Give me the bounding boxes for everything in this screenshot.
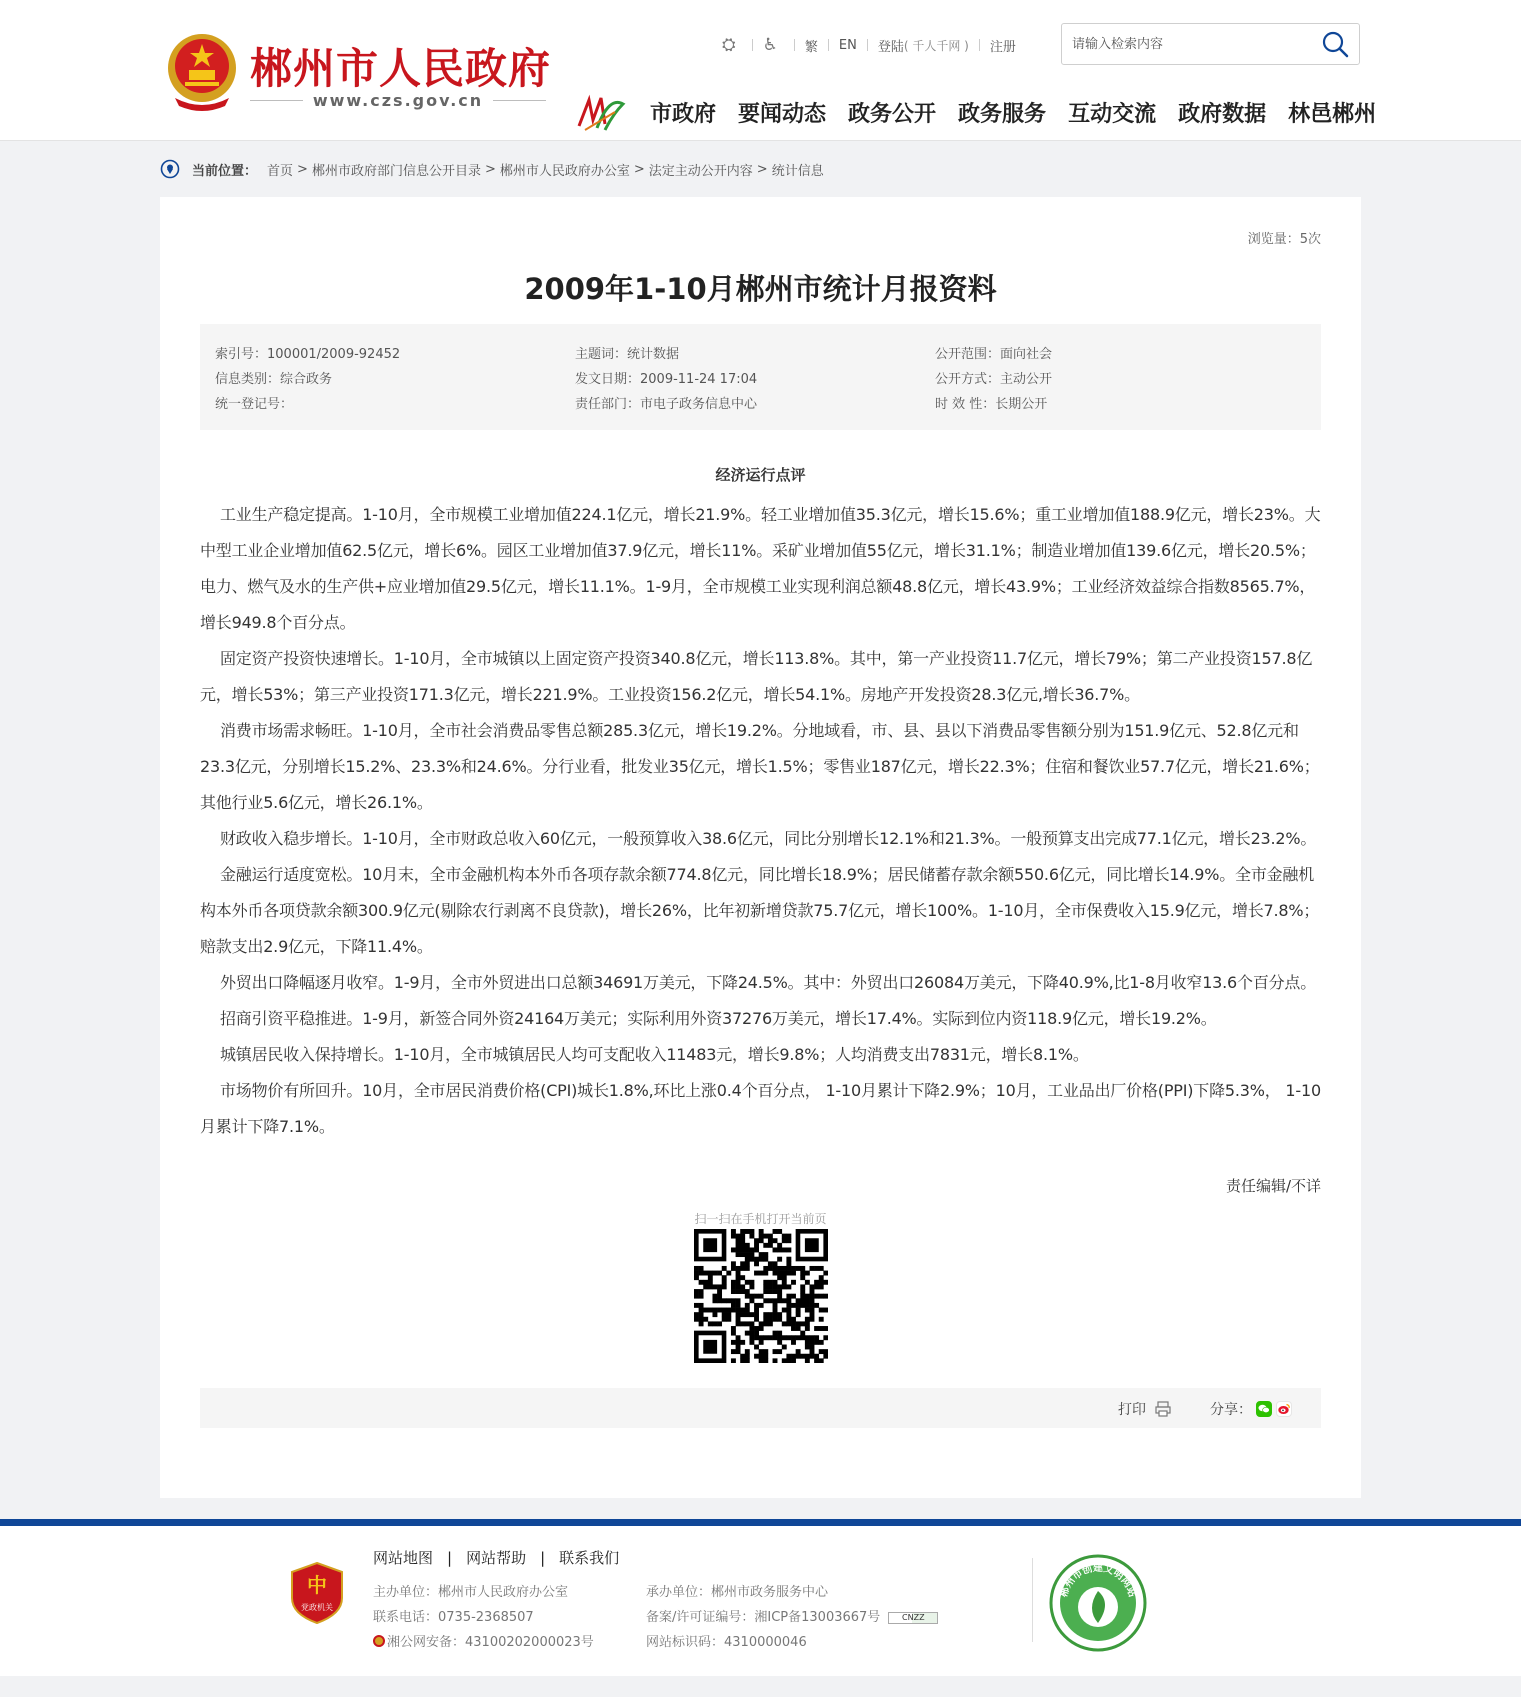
accessibility-icon[interactable]: ♿ [762,35,778,55]
paragraph-income: 城镇居民收入保持增长。1-10月，全市城镇居民人均可支配收入11483元，增长9.8%；人均消费支出7831元，增长8.1%。 [220,1045,1089,1064]
footer-phone: 联系电话：0735-2368507 [373,1610,534,1625]
view-count: 浏览量：5次 [1247,232,1321,247]
nav-linyi-chenzhou[interactable]: 林邑郴州 [1288,102,1377,127]
article-card [160,197,1361,1498]
paragraph-consumption: 消费市场需求畅旺。1-10月，全市社会消费品零售总额285.3亿元，增长19.2%。分地域看，市、县、县以下消费品零售额分别为151.9亿元、52.8亿元和23.3亿元，分别增长15.2%、23.3%和24.6%。分行业看，批发业35亿元，增长1.5%；零售业187亿元，增长22.3%；住宿和餐饮业57.7亿元，增长21.6%；其他行业5.6亿元，增长26.1%。 [200,721,1320,812]
article-content [200,463,1321,1145]
print-label: 打印 [1118,1402,1146,1418]
linyi-logo-icon [575,90,627,134]
article-meta [200,324,1321,430]
footer-divider [1032,1558,1033,1642]
breadcrumb-catalog[interactable]: 郴州市政府部门信息公开目录 [311,163,481,179]
english-link[interactable]: EN [838,37,857,53]
login-link[interactable]: 登陆 [877,39,904,55]
header-tools [722,34,1016,56]
paragraph-foreign-trade: 外贸出口降幅逐月收窄。1-9月，全市外贸进出口总额34691万美元，下降24.5%。其中：外贸出口26084万美元，下降40.9%,比1-8月收窄13.6个百分点。 [220,973,1317,992]
meta-scope: 公开范围：面向社会 [935,347,1053,362]
nav-interaction[interactable]: 互动交流 [1068,102,1157,127]
breadcrumb-home[interactable]: 首页 [267,163,294,179]
elder-mode-icon[interactable]: ⛭ [722,35,736,55]
share-label: 分享： [1210,1402,1252,1418]
paragraph-prices: 市场物价有所回升。10月，全市居民消费价格(CPI)城长1.8%,环比上涨0.4个百分点， 1-10月累计下降2.9%；10月，工业品出厂价格(PPI)下降5.3%， 1-10月累计下降7.1%。 [200,1081,1321,1136]
meta-index-number: 索引号：100001/2009-92452 [215,347,401,362]
national-emblem-icon [165,28,239,112]
footer-link-help[interactable]: 网站帮助 [466,1549,527,1567]
meta-column-1 [215,342,400,417]
responsible-editor: 责任编辑/不详 [1225,1177,1321,1195]
printer-icon [1154,1400,1172,1418]
search-icon [1320,29,1350,59]
meta-publish-date: 发文日期：2009-11-24 17:04 [575,372,758,387]
party-government-badge-icon[interactable] [290,1562,344,1624]
print-button[interactable] [1118,1399,1172,1419]
meta-validity: 时 效 性：长期公开 [935,397,1048,412]
site-name: 郴州市人民政府 [250,44,552,93]
svg-text:党政机关: 党政机关 [301,1603,333,1612]
breadcrumb-label: 当前位置： [192,163,258,179]
footer-police-record-row [373,1630,594,1655]
nav-news[interactable]: 要闻动态 [738,102,827,127]
meta-method: 公开方式：主动公开 [935,372,1053,387]
traditional-chinese-link[interactable]: 繁 [804,39,818,55]
share-bar [200,1388,1321,1428]
nav-government-data[interactable]: 政府数据 [1178,102,1267,127]
cnzz-badge[interactable]: CNZZ [888,1612,938,1624]
breadcrumb-office[interactable]: 郴州市人民政府办公室 [499,163,630,179]
paragraph-investment: 固定资产投资快速增长。1-10月，全市城镇以上固定资产投资340.8亿元，增长113.8%。其中，第一产业投资11.7亿元，增长79%；第二产业投资157.8亿元，增长53%；第三产业投资171.3亿元，增长221.9%。工业投资156.2亿元，增长54.1%。房地产开发投资28.3亿元,增长36.7%。 [200,649,1313,704]
civilized-website-badge-icon[interactable] [1048,1553,1148,1653]
paragraph-investment-attraction: 招商引资平稳推进。1-9月，新签合同外资24164万美元；实际利用外资37276万美元，增长17.4%。实际到位内资118.9亿元，增长19.2%。 [220,1009,1217,1028]
svg-text:中: 中 [307,1573,327,1597]
paragraph-industry: 工业生产稳定提高。1-10月，全市规模工业增加值224.1亿元，增长21.9%。轻工业增加值35.3亿元，增长15.6%；重工业增加值188.9亿元，增长23%。大中型工业企业增加值62.5亿元，增长6%。园区工业增加值37.9亿元，增长11%。采矿业增加值55亿元，增长31.1%；制造业增加值139.6亿元，增长20.5%；电力、燃气及水的生产供+应业增加值29.5亿元，增长11.1%。1-9月，全市规模工业实现利润总额48.8亿元，增长43.9%；工业经济效益综合指数8565.7%，增长949.8个百分点。 [200,505,1321,632]
site-url-row [250,89,546,111]
footer-link-contact[interactable]: 联系我们 [559,1549,620,1567]
article-subtitle: 经济运行点评 [715,466,806,484]
footer-top-line [0,1519,1521,1526]
location-pin-icon [160,159,180,179]
nav-government-services[interactable]: 政务服务 [958,102,1047,127]
nav-public-affairs[interactable]: 政务公开 [848,102,937,127]
main-nav [650,97,1376,128]
search-button[interactable] [1319,29,1351,59]
article-title: 2009年1-10月郴州市统计月报资料 [524,272,997,306]
footer-police-record[interactable]: 湘公网安备：43100202000023号 [387,1635,594,1650]
weibo-icon[interactable] [1276,1401,1292,1417]
qr-code-icon [694,1229,828,1363]
breadcrumb-statistics[interactable]: 统计信息 [771,163,824,179]
meta-column-2 [575,342,757,417]
paragraph-banking: 金融运行适度宽松。10月末，全市金融机构本外币各项存款余额774.8亿元，同比增长18.9%；居民储蓄存款余额550.6亿元，同比增长14.9%。全市金融机构本外币各项贷款余额300.9亿元(剔除农行剥离不良贷款)，增长26%，比年初新增贷款75.7亿元，增长100%。1-10月，全市保费收入15.9亿元，增长7.8%；赔款支出2.9亿元，下降11.4%。 [200,865,1320,956]
qr-label: 扫一扫在手机打开当前页 [694,1212,827,1226]
share-group [1210,1399,1292,1419]
footer-sponsor: 主办单位：郴州市人民政府办公室 [373,1585,569,1600]
search-input[interactable] [1072,33,1302,55]
site-url: www.czs.gov.cn [312,90,484,110]
breadcrumb-disclosure[interactable]: 法定主动公开内容 [648,163,753,179]
search-box [1061,23,1360,65]
register-link[interactable]: 注册 [989,39,1016,55]
footer-link-sitemap[interactable]: 网站地图 [373,1549,434,1567]
site-footer [0,1526,1521,1676]
footer-links: 网站地图 | 网站帮助 | 联系我们 [373,1548,620,1567]
meta-department: 责任部门：市电子政务信息中心 [575,397,758,412]
svg-text:郴州市创建文明网站: 郴州市创建文明网站 [1058,1563,1138,1599]
site-header [0,0,1521,141]
meta-column-3 [935,342,1052,417]
meta-registration-number: 统一登记号： [215,397,294,412]
police-badge-icon [373,1635,385,1647]
footer-icp[interactable]: 备案/许可证编号：湘ICP备13003667号 [646,1610,881,1625]
footer-site-id: 网站标识码：4310000046 [646,1635,807,1650]
footer-info-right [646,1580,938,1655]
paragraph-finance-revenue: 财政收入稳步增长。1-10月，全市财政总收入60亿元，一般预算收入38.6亿元，同比分别增长12.1%和21.3%。一般预算支出完成77.1亿元，增长23.2%。 [220,829,1317,848]
breadcrumb: 当前位置： 首页 > 郴州市政府部门信息公开目录 > 郴州市人民政府办公室 > 法定主动公开内容 > 统计信息 [160,158,824,180]
footer-info-left [373,1580,594,1655]
nav-city-government[interactable]: 市政府 [650,102,717,127]
meta-category: 信息类别：综合政务 [215,372,333,387]
meta-keywords: 主题词：统计数据 [575,347,680,362]
footer-icp-row [646,1605,938,1630]
login-sub-label: ( 千人千网 ) [903,38,969,53]
footer-organizer: 承办单位：郴州市政务服务中心 [646,1585,829,1600]
wechat-icon[interactable] [1256,1401,1272,1417]
